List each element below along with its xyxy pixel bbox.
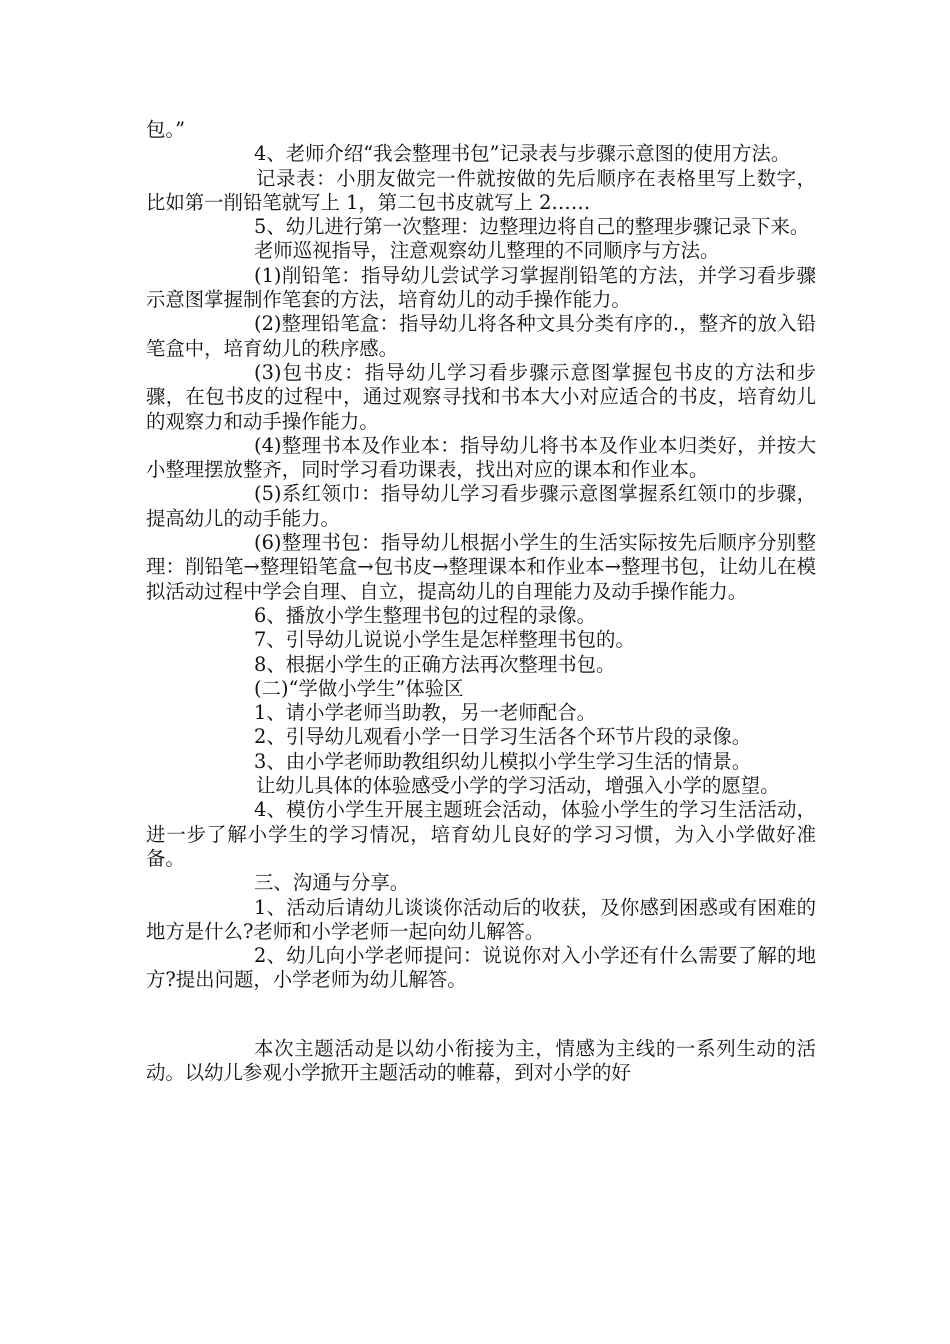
paragraph: 老师巡视指导，注意观察幼儿整理的不同顺序与方法。 xyxy=(254,239,720,263)
paragraph: 5、幼儿进行第一次整理：边整理边将自己的整理步骤记录下来。 xyxy=(254,215,810,239)
paragraph: (3)包书皮：指导幼儿学习看步骤示意图掌握包书皮的方法和步骤，在包书皮的过程中，通过观察寻找和书本大小对应适合的书皮，培育幼儿的观察力和动手操作能力。 xyxy=(146,360,816,433)
paragraph-gap xyxy=(146,993,816,1037)
paragraph: 2、幼儿向小学老师提问：说说你对入小学还有什么需要了解的地方?提出问题，小学老师为幼儿解答。 xyxy=(146,944,816,992)
paragraph: 记录表：小朋友做完一件就按做的先后顺序在表格里写上数字，比如第一削铅笔就写上 1，第二包书皮就写上 2…… xyxy=(146,166,816,214)
section-heading: 三、沟通与分享。 xyxy=(254,871,410,895)
paragraph: 1、活动后请幼儿谈谈你活动后的收获，及你感到困惑或有困难的地方是什么?老师和小学老师一起向幼儿解答。 xyxy=(146,895,816,943)
paragraph: 3、由小学老师助教组织幼儿模拟小学生学习生活的情景。 xyxy=(254,749,752,773)
paragraph: 1、请小学老师当助教，另一老师配合。 xyxy=(254,701,596,725)
paragraph: (6)整理书包：指导幼儿根据小学生的生活实际按先后顺序分别整理：削铅笔→整理铅笔盒→包书皮→整理课本和作业本→整理书包，让幼儿在模拟活动过程中学会自理、自立，提高幼儿的自理能力及动手操作能力。 xyxy=(146,531,816,603)
paragraph: (1)削铅笔：指导幼儿尝试学习掌握削铅笔的方法，并学习看步骤示意图掌握制作笔套的方法，培育幼儿的动手操作能力。 xyxy=(146,263,816,312)
paragraph: 4、老师介绍“我会整理书包”记录表与步骤示意图的使用方法。 xyxy=(254,142,791,166)
paragraph: 4、模仿小学生开展主题班会活动，体验小学生的学习生活活动，进一步了解小学生的学习情况，培育幼儿良好的学习习惯，为入小学做好准备。 xyxy=(146,798,816,870)
paragraph: 6、播放小学生整理书包的过程的录像。 xyxy=(254,603,596,627)
paragraph: (4)整理书本及作业本：指导幼儿将书本及作业本归类好，并按大小整理摆放整齐，同时学习看功课表，找出对应的课本和作业本。 xyxy=(146,433,816,482)
paragraph: 2、引导幼儿观看小学一日学习生活各个环节片段的录像。 xyxy=(254,725,752,749)
section-heading: (二)“学做小学生”体验区 xyxy=(254,676,464,700)
paragraph: 7、引导幼儿说说小学生是怎样整理书包的。 xyxy=(254,628,635,652)
paragraph: 让幼儿具体的体验感受小学的学习活动，增强入小学的愿望。 xyxy=(256,774,780,798)
paragraph: 本次主题活动是以幼小衔接为主，情感为主线的一系列生动的活动。以幼儿参观小学掀开主题活动的帷幕，到对小学的好 xyxy=(146,1036,816,1084)
paragraph: 包。” xyxy=(146,118,185,141)
paragraph: (5)系红领巾：指导幼儿学习看步骤示意图掌握系红领巾的步骤，提高幼儿的动手能力。 xyxy=(146,482,816,530)
paragraph: 8、根据小学生的正确方法再次整理书包。 xyxy=(254,652,616,676)
document-body xyxy=(146,118,816,1085)
paragraph: (2)整理铅笔盒：指导幼儿将各种文具分类有序的.，整齐的放入铅笔盒中，培育幼儿的秩序感。 xyxy=(146,312,816,360)
